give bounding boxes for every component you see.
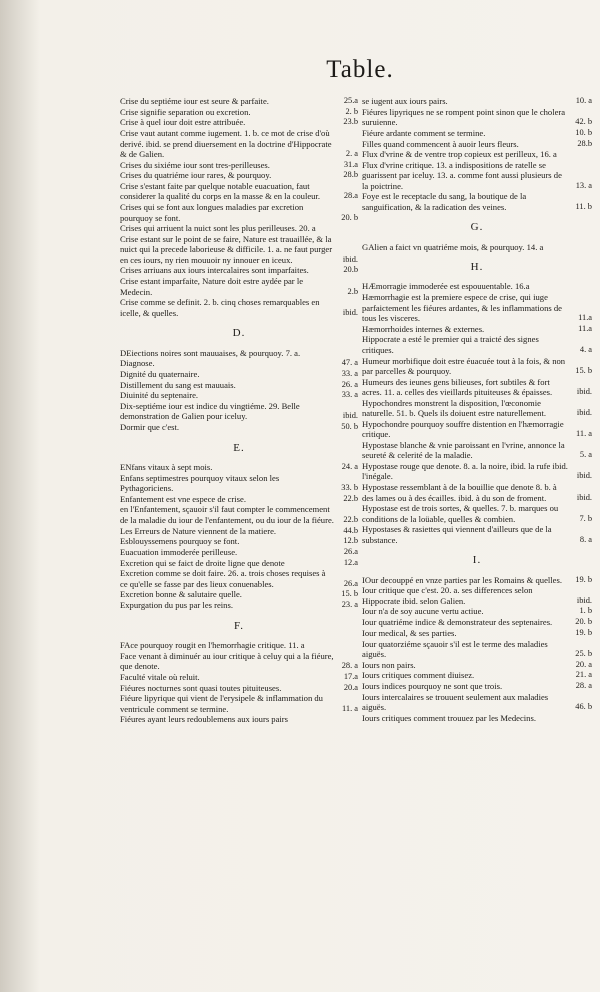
index-entry-text: GAlien a faict vn quatriéme mois, & pourquoy. 14. a (362, 241, 544, 252)
index-entry-reference: 23. a (341, 600, 358, 610)
index-entry (362, 575, 592, 585)
index-entry-text: Crise comme se definit. 2. b. cinq choses remarquables en icelle, & quelles. (120, 297, 320, 318)
index-entry-text: Excretion bonne & salutaire quelle. (120, 589, 242, 600)
index-entry-reference: 28.a (343, 191, 358, 201)
index-entry-text: Iours indices pourquoy ne sont que trois. (362, 681, 503, 692)
index-entry (362, 281, 592, 291)
index-entry (362, 128, 592, 138)
index-entry (362, 606, 592, 616)
index-entry (362, 242, 592, 252)
index-entry-reference: 33. b (341, 483, 358, 493)
index-entry-reference: ibid. (576, 471, 592, 481)
index-entry-text: Humeurs des ieunes gens bilieuses, fort subtiles & fort acres. 11. a. celles des vieillards pituiteuses & épaisses. (362, 376, 553, 398)
page-title: Table. (326, 56, 394, 83)
index-entry (120, 526, 358, 536)
index-entry-reference: 2.b (347, 286, 358, 296)
index-entry (362, 692, 592, 713)
index-entry (362, 639, 592, 660)
index-entry-text: Hypochondre pourquoy souffre distention en l'hæmorragie critique. (362, 418, 564, 440)
index-entry-text: IOur decouppé en vnze parties par les Romains & quelles. (362, 574, 562, 585)
index-entry (120, 348, 358, 358)
index-entry-reference: 2. b (345, 106, 358, 116)
index-entry-text: Iours critiques comment trouuez par les Medecins. (362, 712, 536, 723)
index-entry (120, 223, 358, 233)
index-entry-reference: 21. a (575, 670, 592, 680)
index-entry-reference: 33. a (341, 390, 358, 400)
index-entry-text: Foye est le receptacle du sang, la boutique de la sanguification, & la radication des veines. (362, 191, 527, 212)
index-entry-reference: 31.a (343, 159, 358, 169)
index-entry (120, 672, 358, 682)
index-entry-text: Iour quatorziéme sçauoir s'il est le terme des maladies aiguës. (362, 638, 548, 659)
index-entry-reference: 2. a (345, 148, 358, 158)
index-entry-reference: 28.b (343, 170, 358, 180)
index-entry-text: Les Erreurs de Nature viennent de la matiere. (120, 525, 277, 536)
index-entry-text: Iour medical, & ses parties. (362, 627, 457, 638)
index-entry-text: Crise du septiéme iour est seure & parfaite. (120, 96, 269, 106)
index-entry (362, 617, 592, 627)
index-entry-text: Enfantement est vne espece de crise. (120, 493, 246, 504)
index-entry (120, 107, 358, 117)
index-entry-text: se iugent aux iours pairs. (362, 96, 448, 106)
index-entry (120, 297, 358, 318)
index-entry-reference: 24. a (341, 461, 358, 471)
index-entry-text: Fiéures lipyriques ne se rompent point sinon que le cholera suruienne. (362, 106, 566, 128)
index-entry-reference: ibid. (342, 411, 358, 421)
index-entry (362, 461, 592, 482)
index-entry-text: Enfans septimestres pourquoy vitaux selon les Pythagoriciens. (120, 472, 280, 494)
index-entry-reference: ibid. (576, 595, 592, 605)
index-entry (362, 660, 592, 670)
index-entry (120, 369, 358, 379)
index-entry (362, 713, 592, 723)
index-entry-reference: 4. a (579, 344, 592, 354)
index-entry-text: ENfans vitaux à sept mois. (120, 461, 213, 472)
index-entry-text: Crise à quel iour doit estre attribuée. (120, 117, 246, 128)
index-entry-text: Excretion qui se faict de droite ligne que denote (120, 557, 285, 568)
index-entry-text: Expurgation du pus par les reins. (120, 600, 233, 611)
index-entry-text: Iour quatriéme indice & demonstrateur des septenaires. (362, 617, 553, 628)
index-entry-text: Iours intercalaires se trouuent seulement aux maladies aiguës. (362, 691, 549, 713)
index-entry-reference: 7. b (579, 513, 592, 523)
index-entry-reference: ibid. (576, 492, 592, 502)
index-entry-reference: 50. b (341, 422, 358, 432)
index-entry (362, 482, 592, 503)
index-entry (120, 276, 358, 297)
index-entry-text: Dormir que c'est. (120, 422, 180, 433)
index-entry-text: Fiéure ardante comment se termine. (362, 127, 486, 138)
index-entry (362, 107, 592, 128)
index-entry (362, 628, 592, 638)
index-entry-reference: 11. a (342, 703, 358, 713)
index-entry (120, 234, 358, 265)
index-entry-text: Crises arriuans aux iours intercalaires sont imparfaites. (120, 265, 309, 276)
index-entry-reference: 22.b (343, 514, 358, 524)
index-entry-text: en l'Enfantement, sçauoir s'il faut compter le commencement de la maladie du iour de l'enfantement, ou du iour de la fiéure. (120, 504, 334, 525)
index-entry (120, 683, 358, 693)
index-entry (362, 419, 592, 440)
index-entry (120, 462, 358, 472)
index-entry-reference: 10. a (575, 96, 592, 105)
index-entry-text: DEiections noires sont mauuaises, & pourquoy. 7. a. (120, 347, 301, 358)
index-entry-text: FAce pourquoy rougit en l'hemorrhagie critique. 11. a (120, 640, 305, 650)
index-entry (120, 390, 358, 400)
index-entry-reference: 12.a (343, 557, 358, 567)
index-entry-text: Crise s'estant faite par quelque notable euacuation, faut considerer la qualité du corps en la masse & en la couleur. (120, 181, 320, 202)
index-entry-reference: 22.b (343, 493, 358, 503)
index-entry-text: Crise estant sur le point de se faire, Nature est trauaillée, & la nuict qui la precede laborieuse & difficile. 1. a. ne faut purger en ces iours, ny rien mouuoir ny innouer en iceux. (120, 233, 333, 265)
index-entry (120, 96, 358, 106)
index-entry-reference: 33. a (341, 368, 358, 378)
index-entry-text: Face venant à diminuér au iour critique à celuy qui a la fiéure, que denote. (120, 650, 334, 672)
index-entry (120, 358, 358, 368)
index-entry-reference: 26.a (343, 578, 358, 588)
index-entry-reference: 8. a (579, 534, 592, 544)
index-entry (120, 170, 358, 180)
index-entry (120, 401, 358, 422)
index-entry-text: Crises du sixiéme iour sont tres-perilleuses. (120, 159, 270, 170)
index-entry (120, 473, 358, 494)
index-entry (120, 504, 358, 525)
index-entry (362, 377, 592, 398)
index-entry (120, 117, 358, 127)
index-entry-text: Fiéures ayant leurs redoublemens aux iours pairs (120, 714, 289, 725)
index-entry-text: Hypostase est de trois sortes, & quelles. 7. b. marques ou conditions de la loüable, quelles & combien. (362, 503, 559, 524)
index-entry (362, 503, 592, 524)
index-entry (362, 398, 592, 419)
index-entry (362, 524, 592, 545)
index-entry-text: Hæmorrhoides internes & externes. (362, 323, 485, 334)
index-entry-text: Hypostases & rasiettes qui viennent d'ailleurs que de la substance. (362, 524, 552, 545)
index-entry (120, 568, 358, 589)
index-entry-text: Hippocrate a esté le premier qui a traicté des signes critiques. (362, 334, 539, 355)
index-entry (362, 96, 592, 106)
index-entry-reference: 20.a (343, 682, 358, 692)
index-entry-text: Hypostase ressemblant à de la bouillie que denote 8. b. à des lames ou à des écailles. ibid. à du son de froment. (362, 482, 557, 503)
index-entry-text: Hypostase blanche & vnie paroissant en l'vrine, annonce la seureté & celerité de la maladie. (362, 439, 565, 461)
index-entry-reference: 17.a (343, 671, 358, 681)
index-entry-text: Excretion comme se doit faire. 26. a. trois choses requises à ce qu'elle se fasse par des lieux conuenables. (120, 568, 326, 589)
index-entry-text: Iours critiques comment diuisez. (362, 670, 475, 681)
index-entry (362, 324, 592, 334)
index-entry (362, 149, 592, 159)
index-entry (362, 670, 592, 680)
index-entry (120, 589, 358, 599)
index-entry (362, 292, 592, 323)
index-entry (120, 265, 358, 275)
section-letter-heading: D. (232, 327, 246, 340)
index-entry-reference: 11. b (575, 201, 592, 211)
index-entry-text: Faculté vitale où reluit. (120, 671, 200, 682)
index-entry-text: Hypochondres monstrent la disposition, l'œconomie naturelle. 51. b. Quels ils doiuent estre naturellement. (362, 397, 546, 419)
index-entry-reference: 25.a (343, 96, 358, 105)
index-entry (120, 494, 358, 504)
index-entry-reference: 28. a (341, 661, 358, 671)
section-letter-heading: H. (470, 261, 484, 274)
index-entry-text: Euacuation immoderée perilleuse. (120, 546, 238, 557)
section-letter-heading: E. (233, 441, 245, 454)
index-entry-reference: 20.b (343, 265, 358, 275)
index-entry-reference: 26.a (343, 546, 358, 556)
index-entry-reference: ibid. (576, 387, 592, 397)
index-entry-text: Crise signifie separation ou excretion. (120, 106, 251, 117)
section-letter-heading: F. (234, 619, 244, 632)
index-entry-reference: 20. a (575, 659, 592, 669)
index-entry (120, 640, 358, 650)
index-entry-reference: 20. b (341, 212, 358, 222)
index-entry-text: Humeur morbifique doit estre éuacuée tout à la fois, & non par parcelles & pourquoy. (362, 355, 566, 376)
index-entry-text: Diagnose. (120, 358, 155, 369)
index-column-left (120, 96, 358, 725)
index-entry-text: Crises qui arriuent la nuict sont les plus perilleuses. 20. a (120, 223, 316, 234)
index-entry-reference: 15. b (575, 365, 592, 375)
index-entry-reference: 11.a (578, 323, 592, 333)
index-entry-reference: 12.b (343, 536, 358, 546)
index-entry-text: Crise vaut autant comme iugement. 1. b. ce mot de crise d'où derivé. ibid. se prend diuersement en la doctrine d'Hippocrate & de Galien. (120, 128, 332, 159)
index-entry-reference: 25. b (575, 648, 592, 658)
index-entry-text: Fiéures nocturnes sont quasi toutes pituiteuses. (120, 682, 282, 693)
index-entry (120, 160, 358, 170)
index-entry-text: Iour critique que c'est. 20. a. ses differences selon Hippocrate ibid. selon Galien. (362, 585, 533, 606)
index-entry (362, 356, 592, 377)
index-entry-text: Hypostase rouge que denote. 8. a. la noire, ibid. la rufe ibid. l'inégale. (362, 461, 568, 482)
index-entry (120, 600, 358, 610)
index-entry-reference: ibid. (342, 307, 358, 317)
index-entry (120, 651, 358, 672)
index-entry-text: Iour n'a de soy aucune vertu actiue. (362, 606, 484, 617)
index-entry-text: Distillement du sang est mauuais. (120, 379, 236, 390)
index-entry-text: Diuinité du septenaire. (120, 390, 199, 401)
index-entry-reference: 26. a (341, 379, 358, 389)
index-entry-text: Crises du quatriéme iour rares, & pourquoy. (120, 170, 272, 181)
index-entry-reference: 19. b (575, 627, 592, 637)
index-entry-text: Dix-septiéme iour est indice du vingtiéme. 29. Belle demonstration de Galien pour iceluy. (120, 401, 300, 422)
index-entry-reference: 5. a (579, 450, 592, 460)
index-entry (120, 693, 358, 714)
index-entry (120, 547, 358, 557)
index-entry (362, 585, 592, 606)
index-entry-reference: 1. b (579, 606, 592, 616)
index-entry-text: Iours non pairs. (362, 659, 416, 670)
index-entry (362, 681, 592, 691)
index-entry-text: Dignité du quaternaire. (120, 368, 200, 379)
index-entry-reference: 11. a (576, 429, 592, 439)
index-entry (120, 128, 358, 159)
index-entry-text: Filles quand commencent à auoir leurs fleurs. (362, 138, 519, 149)
index-entry-reference: 42. b (575, 117, 592, 127)
index-entry (362, 191, 592, 212)
index-entry (362, 440, 592, 461)
index-entry-reference: 23.b (343, 117, 358, 127)
index-entry-reference: 28.b (577, 138, 592, 148)
index-column-right (362, 96, 592, 724)
index-entry-reference: 13. a (575, 180, 592, 190)
index-entry-text: Flux d'vrine critique. 13. a indispositions de ratelle se guarissent par iceluy. 13. a. comme font aussi plusieurs de la poictrine. (362, 159, 562, 191)
index-entry-reference: 11.a (578, 312, 592, 322)
index-entry-reference: 10. b (575, 127, 592, 137)
index-entry (120, 380, 358, 390)
index-entry-text: Crise estant imparfaite, Nature doit estre aydée par le Medecin. (120, 276, 304, 297)
index-entry-reference: 47. a (341, 358, 358, 368)
index-entry-reference: 44.b (343, 525, 358, 535)
index-entry (120, 202, 358, 223)
index-entry-reference: 20. b (575, 617, 592, 627)
index-entry-reference: 19. b (575, 574, 592, 584)
section-letter-heading: I. (472, 554, 482, 567)
index-entry-text: HÆmorragie immoderée est espouuentable. 16.a (362, 281, 530, 292)
index-entry (120, 558, 358, 568)
index-entry (362, 334, 592, 355)
index-entry-reference: ibid. (576, 408, 592, 418)
index-entry (120, 422, 358, 432)
index-entry (120, 181, 358, 202)
index-entry (120, 714, 358, 724)
section-letter-heading: G. (470, 221, 484, 234)
index-entry-text: Crises qui se font aux longues maladies par excretion pourquoy se font. (120, 202, 304, 223)
index-entry-reference: ibid. (342, 254, 358, 264)
index-entry (362, 160, 592, 191)
index-entry-text: Hæmorrhagie est la premiere espece de crise, qui iuge parfaictement les fiéures ardantes, & les inflammations de tous les visceres. (362, 292, 562, 323)
index-entry-reference: 28. a (575, 681, 592, 691)
index-entry-text: Esblouyssemens pourquoy se font. (120, 536, 240, 547)
index-entry (120, 536, 358, 546)
index-entry-reference: 15. b (341, 589, 358, 599)
index-entry-reference: 46. b (575, 702, 592, 712)
index-entry-text: Fiéure lipyrique qui vient de l'erysipele & inflammation du ventricule comment se termine. (120, 693, 323, 714)
index-entry-text: Flux d'vrine & de ventre trop copieux est perilleux, 16. a (362, 149, 557, 160)
index-entry (362, 139, 592, 149)
